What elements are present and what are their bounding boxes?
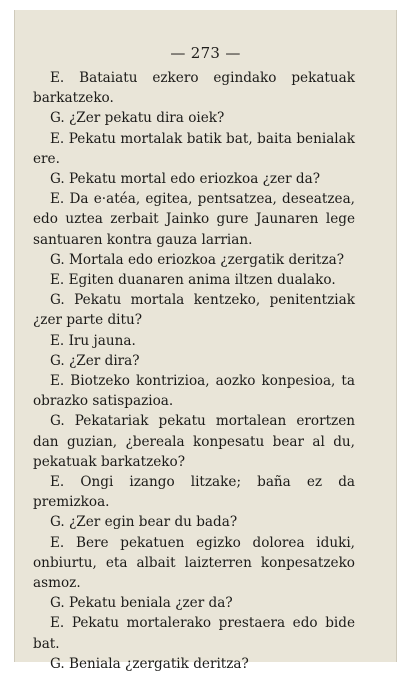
paragraph: E. Ongi izango litzake; baña ez da premizkoa. <box>33 474 355 511</box>
paragraph: E. Pekatu mortalak batik bat, baita benialak ere. <box>33 130 355 167</box>
paragraph: E. Bataiatu ezkero egindako pekatuak barkatzeko. <box>33 70 355 107</box>
paragraph: G. ¿Zer egin bear du bada? <box>50 514 238 531</box>
paragraph: G. ¿Zer pekatu dira oiek? <box>50 110 225 127</box>
page-number: — 273 — <box>170 44 241 62</box>
paragraph: G. ¿Zer dira? <box>50 352 140 369</box>
paragraph: E. Iru jauna. <box>50 332 136 349</box>
page-text <box>33 68 355 674</box>
paragraph: G. Pekatu mortala kentzeko, penitentziak ¿zer parte ditu? <box>33 292 355 329</box>
paragraph: E. Biotzeko kontrizioa, aozko konpesioa, ta obrazko satispazioa. <box>33 373 355 410</box>
paragraph: G. Beniala ¿zergatik deritza? <box>50 655 249 672</box>
paragraph: G. Pekatu beniala ¿zer da? <box>50 595 233 612</box>
book-page <box>14 10 397 672</box>
paragraph: G. Pekatariak pekatu mortalean erortzen dan guzian, ¿bereala konpesatu bear al du, pekatuak barkatzeko? <box>33 413 355 470</box>
paragraph: E. Egiten duanaren anima iltzen dualako. <box>50 272 336 289</box>
paragraph: G. Mortala edo eriozkoa ¿zergatik deritza? <box>50 251 345 268</box>
paragraph: E. Bere pekatuen egizko dolorea iduki, onbiurtu, eta albait laizterren konpesatzeko asmoz. <box>33 534 355 592</box>
paragraph: G. Pekatu mortal edo eriozkoa ¿zer da? <box>50 171 321 188</box>
paragraph: E. Da e·atéa, egitea, pentsatzea, deseatzea, edo uztea zerbait Jainko gure Jaunaren lege santuaren kontra gauza larrian. <box>33 191 355 248</box>
paragraph: E. Pekatu mortalerako prestaera edo bide bat. <box>33 615 355 652</box>
